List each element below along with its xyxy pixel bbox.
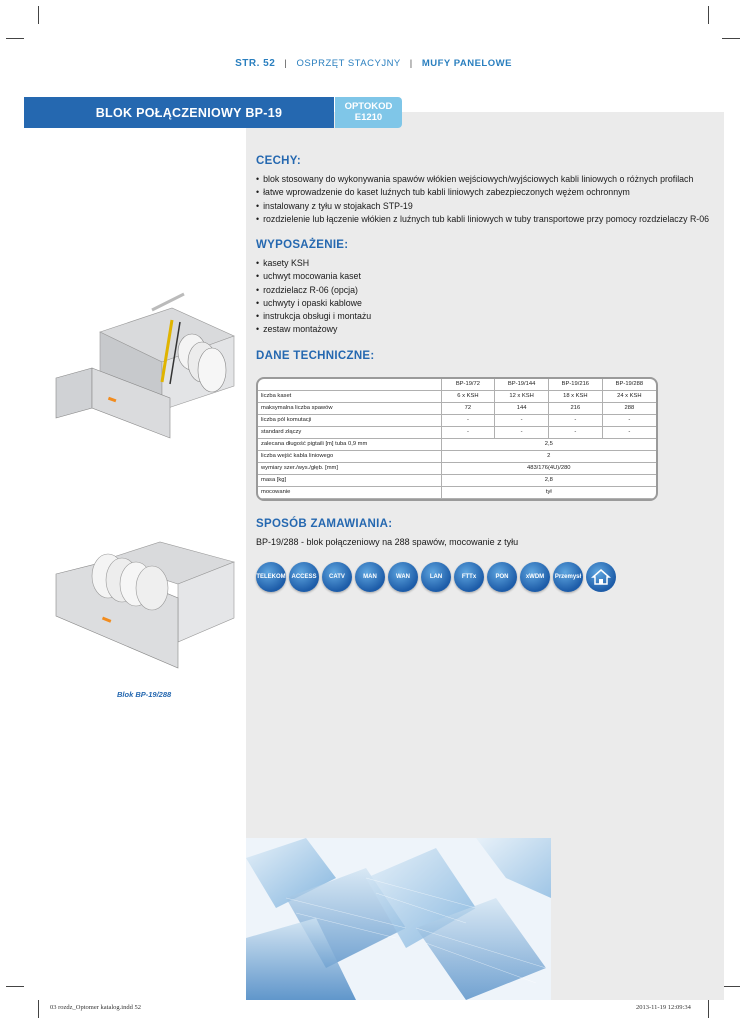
optokod-label: OPTOKOD [344, 101, 393, 112]
table-cell: - [441, 415, 495, 427]
badge-man: MAN [355, 562, 385, 592]
buildings-illustration [246, 838, 551, 1000]
product-photo-closed [52, 540, 242, 670]
badge-pon: PON [487, 562, 517, 592]
badge-fttx: FTTx [454, 562, 484, 592]
table-cell: - [495, 427, 549, 439]
list-item: • kasety KSH [256, 257, 371, 270]
crop-mark [708, 6, 709, 24]
optokod-code: E1210 [354, 112, 383, 123]
equipment-list [256, 257, 371, 337]
header-separator: | [409, 58, 413, 69]
table-cell: - [441, 427, 495, 439]
table-row [258, 415, 656, 427]
crop-mark [722, 986, 740, 987]
row-label: masa [kg] [258, 475, 441, 487]
table-cell: 2,8 [441, 475, 656, 487]
list-item: • instrukcja obsługi i montażu [256, 310, 371, 323]
list-item: • instalowany z tyłu w stojakach STP-19 [256, 200, 709, 213]
table-cell: - [602, 415, 656, 427]
footer-timestamp: 2013-11-19 12:09:34 [636, 1004, 691, 1011]
row-label: liczba wejść kabla liniowego [258, 451, 441, 463]
crop-mark [708, 1000, 709, 1018]
table-cell: 483/176(4U)/280 [441, 463, 656, 475]
list-item: • rozdzielenie lub łączenie włókien z luźnych tub kabli liniowych w tuby transportowe przy pomocy rozdzielaczy R-06 [256, 213, 709, 226]
row-label: maksymalna liczba spawów [258, 403, 441, 415]
crop-mark [722, 38, 740, 39]
badge-wan: WAN [388, 562, 418, 592]
table-row [258, 475, 656, 487]
list-item: • rozdzielacz R-06 (opcja) [256, 284, 371, 297]
badge-telekom: TELEKOM [256, 562, 286, 592]
column-header: BP-19/288 [602, 379, 656, 391]
list-item: • blok stosowany do wykonywania spawów włókien wejściowych/wyjściowych kabli liniowych o różnych profilach [256, 173, 709, 186]
table-cell: 216 [548, 403, 602, 415]
table-header-row [258, 379, 656, 391]
column-header: BP-19/216 [548, 379, 602, 391]
column-header: BP-19/72 [441, 379, 495, 391]
row-label: zalecana długość pigtaili [m] tuba 0,9 mm [258, 439, 441, 451]
features-heading: CECHY: [256, 155, 302, 167]
table-cell: 2 [441, 451, 656, 463]
table-cell: 6 x KSH [441, 391, 495, 403]
optokod-badge [335, 97, 402, 128]
badge-przemysl: Przemysł [553, 562, 583, 592]
table-cell: - [548, 427, 602, 439]
table-row [258, 451, 656, 463]
table-cell: 24 x KSH [602, 391, 656, 403]
table-cell: 72 [441, 403, 495, 415]
order-example: BP-19/288 - blok połączeniowy na 288 spawów, mocowanie z tyłu [256, 537, 519, 547]
badge-access: ACCESS [289, 562, 319, 592]
table-row [258, 463, 656, 475]
product-photo-open [52, 290, 242, 440]
table-cell: tył [441, 487, 656, 499]
badge-lan: LAN [421, 562, 451, 592]
column-header: BP-19/144 [495, 379, 549, 391]
application-badges [256, 562, 616, 592]
table-cell: 18 x KSH [548, 391, 602, 403]
row-label: liczba kaset [258, 391, 441, 403]
table-row [258, 439, 656, 451]
section-name: OSPRZĘT STACYJNY [296, 58, 401, 69]
page-number: STR. 52 [235, 58, 276, 69]
tech-heading: DANE TECHNICZNE: [256, 350, 375, 362]
list-item: • zestaw montażowy [256, 323, 371, 336]
list-item: • łatwe wprowadzenie do kaset luźnych tub kabli liniowych zabezpieczonych wężem ochronnym [256, 186, 709, 199]
image-caption: Blok BP-19/288 [117, 690, 172, 699]
table-cell: 12 x KSH [495, 391, 549, 403]
equipment-heading: WYPOSAŻENIE: [256, 239, 349, 251]
table-cell: 2,5 [441, 439, 656, 451]
row-label: liczba pól komutacji [258, 415, 441, 427]
table-cell: - [548, 415, 602, 427]
table-cell: - [602, 427, 656, 439]
table-cell: 144 [495, 403, 549, 415]
subsection-name: MUFY PANELOWE [421, 58, 512, 69]
footer-file: 03 rozdz_Optomer katalog.indd 52 [50, 1004, 141, 1011]
table-cell: 288 [602, 403, 656, 415]
row-label: wymiary szer./wys./głęb. [mm] [258, 463, 441, 475]
badge-catv: CATV [322, 562, 352, 592]
row-label: standard złączy [258, 427, 441, 439]
house-icon [586, 562, 616, 592]
crop-mark [38, 1000, 39, 1018]
product-title: BLOK POŁĄCZENIOWY BP-19 [24, 97, 334, 128]
table-row [258, 403, 656, 415]
table-row [258, 487, 656, 499]
list-item: • uchwyt mocowania kaset [256, 270, 371, 283]
table-cell: - [495, 415, 549, 427]
features-list [256, 173, 709, 226]
badge-xwdm: xWDM [520, 562, 550, 592]
order-heading: SPOSÓB ZAMAWIANIA: [256, 518, 393, 530]
table-row [258, 391, 656, 403]
crop-mark [38, 6, 39, 24]
list-item: • uchwyty i opaski kablowe [256, 297, 371, 310]
page-header [0, 58, 747, 69]
crop-mark [6, 986, 24, 987]
crop-mark [6, 38, 24, 39]
row-label: mocowanie [258, 487, 441, 499]
header-separator: | [284, 58, 288, 69]
table-row [258, 427, 656, 439]
tech-table [256, 377, 658, 501]
